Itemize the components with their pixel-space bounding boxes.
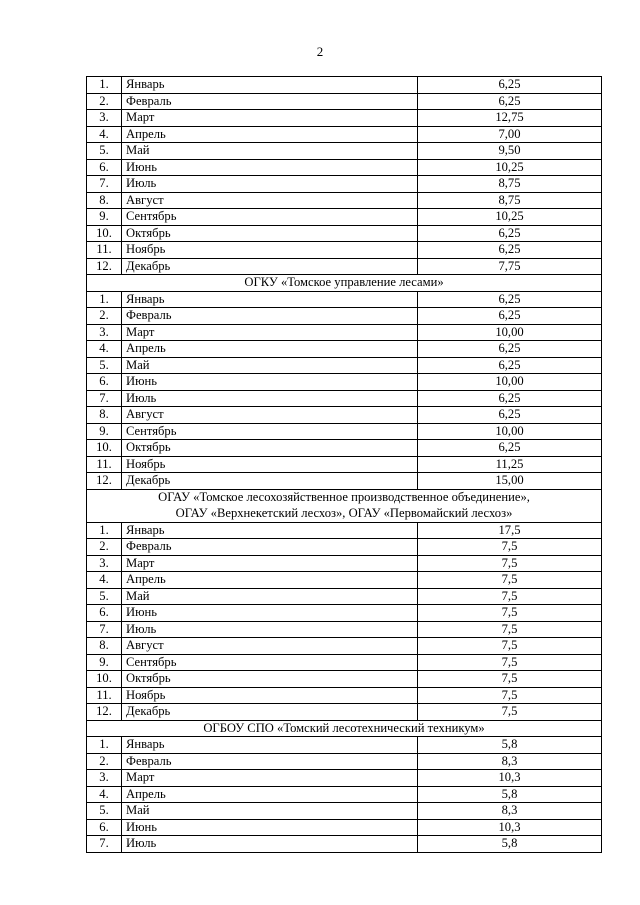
table-row <box>87 687 602 704</box>
row-number: 2. <box>87 308 122 325</box>
table-row <box>87 93 602 110</box>
row-value: 6,25 <box>418 93 602 110</box>
table-row <box>87 473 602 490</box>
row-value: 6,25 <box>418 440 602 457</box>
month-name: Ноябрь <box>122 456 418 473</box>
row-value: 6,25 <box>418 77 602 94</box>
row-value: 6,25 <box>418 225 602 242</box>
month-name: Январь <box>122 522 418 539</box>
row-value: 7,5 <box>418 687 602 704</box>
month-name: Декабрь <box>122 704 418 721</box>
section-title-line: ОГАУ «Верхнекетский лесхоз», ОГАУ «Первомайский лесхоз» <box>175 505 513 520</box>
page-number: 2 <box>316 44 324 59</box>
row-value: 7,5 <box>418 621 602 638</box>
table-row <box>87 819 602 836</box>
table-row <box>87 407 602 424</box>
table-row <box>87 836 602 853</box>
row-number: 8. <box>87 407 122 424</box>
row-value: 5,8 <box>418 786 602 803</box>
month-name: Февраль <box>122 93 418 110</box>
row-value: 6,25 <box>418 242 602 259</box>
row-number: 1. <box>87 291 122 308</box>
month-name: Декабрь <box>122 473 418 490</box>
month-name: Июль <box>122 390 418 407</box>
section-title <box>87 720 602 737</box>
row-number: 9. <box>87 654 122 671</box>
row-number: 2. <box>87 753 122 770</box>
table-row <box>87 803 602 820</box>
month-name: Июнь <box>122 374 418 391</box>
month-name: Июль <box>122 176 418 193</box>
row-number: 5. <box>87 588 122 605</box>
table-row <box>87 522 602 539</box>
row-value: 7,5 <box>418 572 602 589</box>
row-value: 5,8 <box>418 836 602 853</box>
table-row <box>87 588 602 605</box>
row-number: 10. <box>87 440 122 457</box>
table-row <box>87 704 602 721</box>
row-number: 9. <box>87 209 122 226</box>
month-name: Март <box>122 324 418 341</box>
month-name: Ноябрь <box>122 242 418 259</box>
month-name: Сентябрь <box>122 654 418 671</box>
table-row <box>87 242 602 259</box>
row-value: 10,00 <box>418 423 602 440</box>
row-number: 5. <box>87 143 122 160</box>
table-row <box>87 291 602 308</box>
table-row <box>87 440 602 457</box>
row-value: 17,5 <box>418 522 602 539</box>
table-row <box>87 753 602 770</box>
row-number: 11. <box>87 456 122 473</box>
row-value: 12,75 <box>418 110 602 127</box>
row-value: 8,75 <box>418 192 602 209</box>
month-name: Февраль <box>122 753 418 770</box>
row-number: 4. <box>87 786 122 803</box>
table-row <box>87 770 602 787</box>
month-name: Август <box>122 407 418 424</box>
month-name: Май <box>122 143 418 160</box>
row-number: 10. <box>87 225 122 242</box>
table-row <box>87 143 602 160</box>
row-value: 8,3 <box>418 803 602 820</box>
month-name: Май <box>122 588 418 605</box>
row-number: 3. <box>87 110 122 127</box>
row-value: 10,3 <box>418 770 602 787</box>
row-value: 7,5 <box>418 588 602 605</box>
row-number: 6. <box>87 159 122 176</box>
row-number: 4. <box>87 126 122 143</box>
row-value: 10,25 <box>418 159 602 176</box>
month-name: Март <box>122 110 418 127</box>
row-number: 3. <box>87 770 122 787</box>
month-name: Январь <box>122 291 418 308</box>
table-row <box>87 621 602 638</box>
table-row <box>87 456 602 473</box>
table-row <box>87 308 602 325</box>
table-row <box>87 324 602 341</box>
month-name: Июль <box>122 621 418 638</box>
month-name: Январь <box>122 737 418 754</box>
row-value: 7,5 <box>418 671 602 688</box>
row-value: 10,00 <box>418 374 602 391</box>
row-number: 10. <box>87 671 122 688</box>
table-row <box>87 209 602 226</box>
row-number: 1. <box>87 77 122 94</box>
row-number: 6. <box>87 605 122 622</box>
month-name: Сентябрь <box>122 209 418 226</box>
row-number: 1. <box>87 737 122 754</box>
row-number: 6. <box>87 374 122 391</box>
row-value: 7,00 <box>418 126 602 143</box>
month-name: Октябрь <box>122 440 418 457</box>
month-name: Август <box>122 638 418 655</box>
table-row <box>87 423 602 440</box>
row-number: 7. <box>87 176 122 193</box>
month-name: Май <box>122 357 418 374</box>
month-name: Февраль <box>122 308 418 325</box>
row-number: 8. <box>87 192 122 209</box>
section-title-line: ОГАУ «Томское лесохозяйственное производственное объединение», <box>158 490 530 504</box>
month-name: Декабрь <box>122 258 418 275</box>
table-row <box>87 374 602 391</box>
row-number: 7. <box>87 621 122 638</box>
row-number: 1. <box>87 522 122 539</box>
row-number: 2. <box>87 539 122 556</box>
month-name: Апрель <box>122 572 418 589</box>
row-value: 11,25 <box>418 456 602 473</box>
row-value: 8,75 <box>418 176 602 193</box>
row-number: 4. <box>87 341 122 358</box>
row-value: 5,8 <box>418 737 602 754</box>
month-name: Июнь <box>122 159 418 176</box>
month-name: Июнь <box>122 819 418 836</box>
table-row <box>87 638 602 655</box>
month-name: Ноябрь <box>122 687 418 704</box>
section-title-line: ОГКУ «Томское управление лесами» <box>244 275 444 289</box>
row-value: 6,25 <box>418 407 602 424</box>
row-number: 3. <box>87 555 122 572</box>
schedule-table-body <box>87 77 602 853</box>
row-number: 11. <box>87 687 122 704</box>
table-row <box>87 341 602 358</box>
month-name: Октябрь <box>122 671 418 688</box>
month-name: Июнь <box>122 605 418 622</box>
table-row <box>87 176 602 193</box>
schedule-table <box>86 76 602 853</box>
row-number: 5. <box>87 357 122 374</box>
section-header-row <box>87 720 602 737</box>
row-number: 9. <box>87 423 122 440</box>
month-name: Март <box>122 555 418 572</box>
table-row <box>87 258 602 275</box>
month-name: Июль <box>122 836 418 853</box>
table-row <box>87 671 602 688</box>
table-row <box>87 126 602 143</box>
row-number: 2. <box>87 93 122 110</box>
row-value: 7,5 <box>418 654 602 671</box>
row-value: 6,25 <box>418 357 602 374</box>
month-name: Январь <box>122 77 418 94</box>
row-number: 12. <box>87 473 122 490</box>
month-name: Февраль <box>122 539 418 556</box>
row-number: 5. <box>87 803 122 820</box>
table-row <box>87 605 602 622</box>
table-row <box>87 110 602 127</box>
row-value: 7,75 <box>418 258 602 275</box>
month-name: Октябрь <box>122 225 418 242</box>
table-row <box>87 786 602 803</box>
section-header-row <box>87 489 602 522</box>
row-number: 3. <box>87 324 122 341</box>
row-number: 6. <box>87 819 122 836</box>
row-value: 6,25 <box>418 308 602 325</box>
table-row <box>87 555 602 572</box>
row-value: 15,00 <box>418 473 602 490</box>
month-name: Август <box>122 192 418 209</box>
row-value: 8,3 <box>418 753 602 770</box>
month-name: Апрель <box>122 786 418 803</box>
section-header-row <box>87 275 602 292</box>
row-value: 9,50 <box>418 143 602 160</box>
table-row <box>87 159 602 176</box>
section-title <box>87 275 602 292</box>
row-value: 10,25 <box>418 209 602 226</box>
month-name: Сентябрь <box>122 423 418 440</box>
table-row <box>87 654 602 671</box>
row-number: 7. <box>87 390 122 407</box>
table-row <box>87 572 602 589</box>
table-row <box>87 357 602 374</box>
row-number: 4. <box>87 572 122 589</box>
table-row <box>87 192 602 209</box>
table-row <box>87 737 602 754</box>
row-number: 12. <box>87 704 122 721</box>
month-name: Апрель <box>122 126 418 143</box>
table-row <box>87 225 602 242</box>
table-row <box>87 539 602 556</box>
row-number: 8. <box>87 638 122 655</box>
month-name: Май <box>122 803 418 820</box>
row-value: 7,5 <box>418 539 602 556</box>
row-value: 6,25 <box>418 341 602 358</box>
row-number: 12. <box>87 258 122 275</box>
table-row <box>87 390 602 407</box>
table-row <box>87 77 602 94</box>
row-value: 6,25 <box>418 291 602 308</box>
row-number: 7. <box>87 836 122 853</box>
section-title <box>87 489 602 522</box>
section-title-line: ОГБОУ СПО «Томский лесотехнический техникум» <box>203 720 485 735</box>
row-value: 7,5 <box>418 704 602 721</box>
row-value: 10,3 <box>418 819 602 836</box>
row-value: 7,5 <box>418 555 602 572</box>
row-value: 7,5 <box>418 605 602 622</box>
month-name: Апрель <box>122 341 418 358</box>
row-value: 6,25 <box>418 390 602 407</box>
row-number: 11. <box>87 242 122 259</box>
row-value: 10,00 <box>418 324 602 341</box>
month-name: Март <box>122 770 418 787</box>
row-value: 7,5 <box>418 638 602 655</box>
